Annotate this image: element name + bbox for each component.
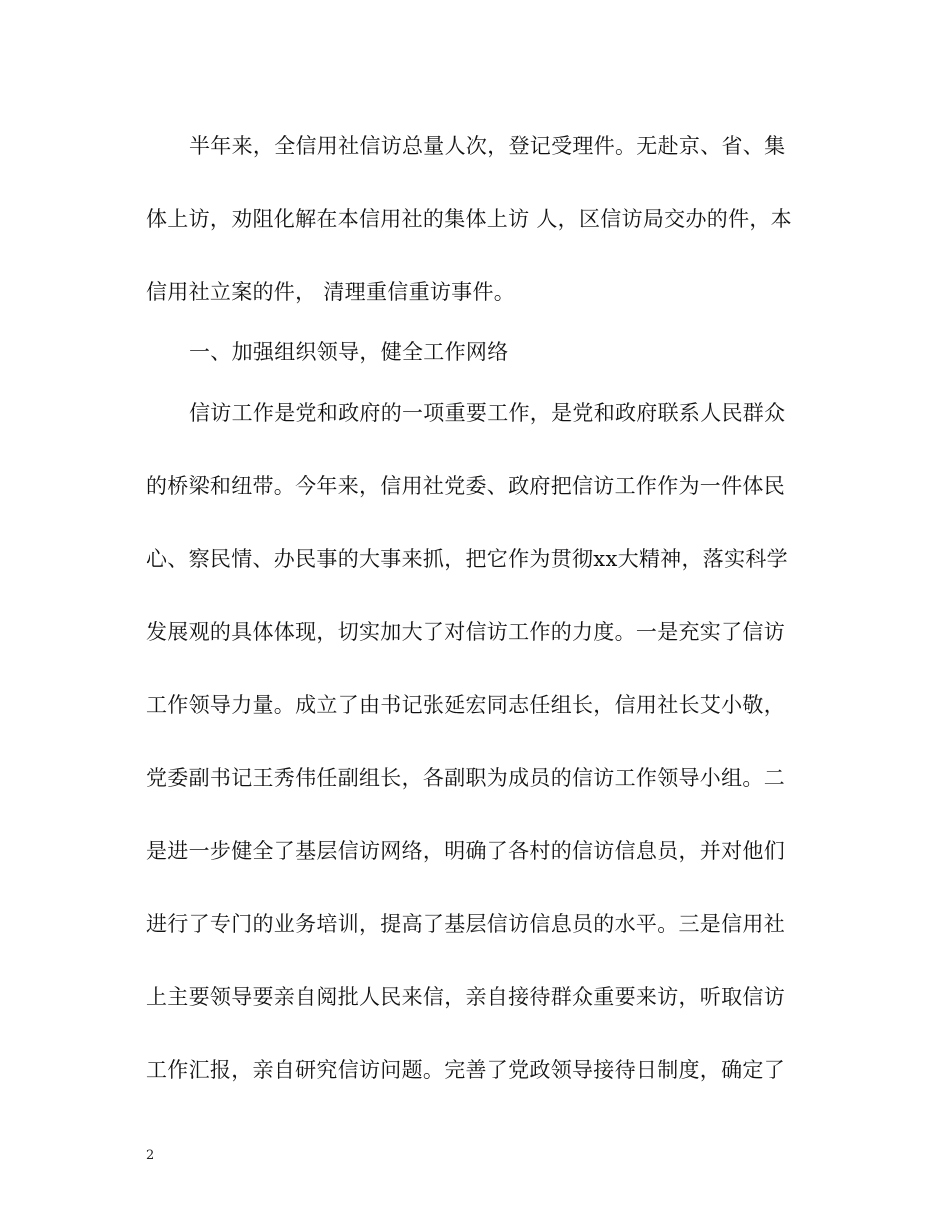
paragraph-line-9: 工作领导力量。成立了由书记张延宏同志任组长，信用社长艾小敬， bbox=[146, 693, 785, 717]
paragraph-line-6: 的桥梁和纽带。今年来，信用社党委、政府把信访工作作为一件体民 bbox=[146, 474, 785, 498]
paragraph-line-5: 信访工作是党和政府的一项重要工作，是党和政府联系人民群众 bbox=[189, 401, 786, 425]
paragraph-line-12: 进行了专门的业务培训，提高了基层信访信息员的水平。三是信用社 bbox=[146, 912, 785, 936]
paragraph-line-7: 心、察民情、办民事的大事来抓，把它作为贯彻xx大精神，落实科学 bbox=[146, 547, 788, 571]
page-number: 2 bbox=[146, 1148, 155, 1163]
paragraph-line-2: 体上访，劝阻化解在本信用社的集体上访 人，区信访局交办的件，本 bbox=[146, 207, 792, 231]
paragraph-line-11: 是进一步健全了基层信访网络，明确了各村的信访信息员，并对他们 bbox=[146, 839, 785, 863]
paragraph-line-8: 发展观的具体体现，切实加大了对信访工作的力度。一是充实了信访 bbox=[146, 620, 785, 644]
paragraph-line-3: 信用社立案的件， 清理重信重访事件。 bbox=[146, 280, 516, 304]
paragraph-line-14: 工作汇报，亲自研究信访问题。完善了党政领导接待日制度，确定了 bbox=[146, 1058, 785, 1082]
paragraph-line-13: 上主要领导要亲自阅批人民来信，亲自接待群众重要来访，听取信访 bbox=[146, 985, 785, 1009]
paragraph-line-1: 半年来，全信用社信访总量人次，登记受理件。无赴京、省、集 bbox=[189, 134, 786, 158]
paragraph-line-10: 党委副书记王秀伟任副组长，各副职为成员的信访工作领导小组。二 bbox=[146, 766, 785, 790]
section-heading: 一、加强组织领导，健全工作网络 bbox=[189, 340, 509, 364]
